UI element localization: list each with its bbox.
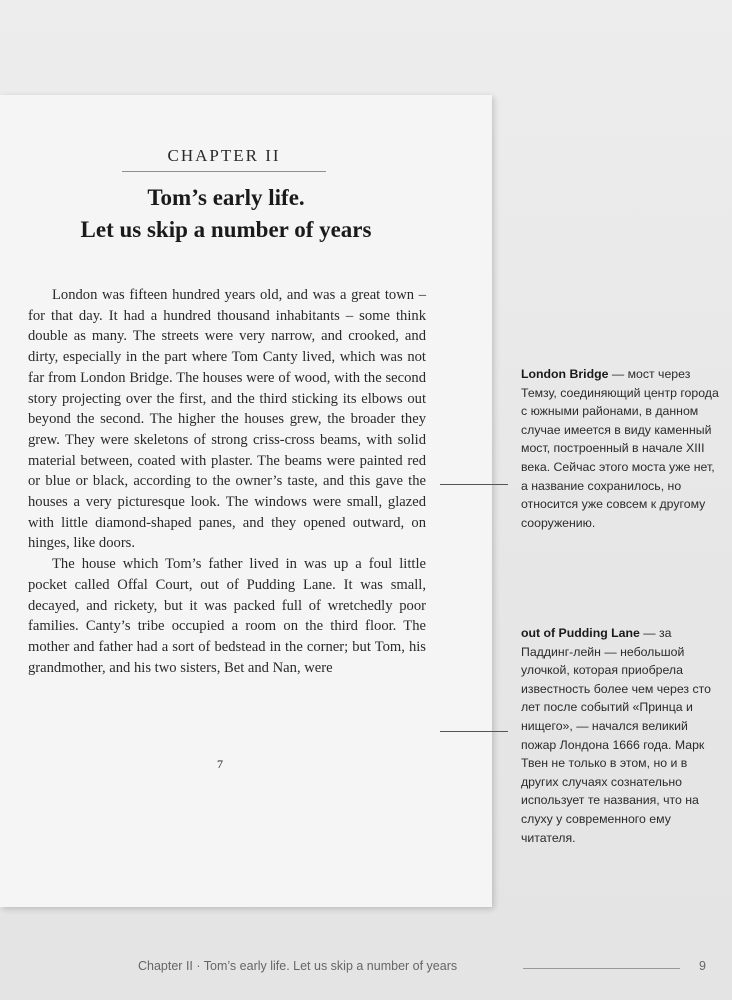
chapter-title-line-2: Let us skip a number of years — [80, 217, 372, 242]
chapter-divider — [122, 171, 326, 172]
note-term: London Bridge — [521, 367, 609, 381]
footer-page-number: 9 — [699, 959, 706, 973]
note-leader-line-2 — [440, 731, 508, 732]
note-text: — мост через Темзу, соединяющий центр города с южными районами, в данном случае имеется в виду каменный мост, построенный в начале XIII века. Сейчас этого моста уже нет, а название сохранилось, но относится уже совсем к другому сооружению. — [521, 367, 719, 530]
chapter-title-line-1: Tom’s early life. — [147, 185, 305, 210]
paragraph-2: The house which Tom’s father lived in was up a foul little pocket called Offal Court, out of Pudding Lane. It was small, decayed, and rickety, but it was packed full of wretchedly poor families. Canty’s tribe occupied a room on the third floor. The mother and father had a sort of bedstead in the corner; but Tom, his grandmother, and his two sisters, Bet and Nan, were — [28, 556, 426, 676]
note-term: out of Pudding Lane — [521, 626, 640, 640]
paragraph-1: London was fifteen hundred years old, and was a great town – for that day. It had a hundred thousand inhabitants – some think double as many. The streets were very narrow, and crooked, and dirty, especially in the part where Tom Canty lived, which was not far from London Bridge. The houses were of wood, with the second story projecting over the first, and the third sticking its elbows out beyond the second. The higher the houses grew, the broader they grew. They were skeletons of strong criss-cross beams, with solid material between, coated with plaster. The beams were painted red or blue or black, according to the owner’s taste, and this gave the houses a very picturesque look. The windows were small, glazed with little diamond-shaped panes, and they opened outward, on hinges, like doors. — [28, 287, 426, 552]
margin-note-london-bridge — [521, 365, 721, 532]
note-text: — за Паддинг-лейн — небольшой улочкой, которая приобрела известность более чем через сто лет после событий «Принца и нищего», — начался великий пожар Лондона 1666 года. Марк Твен не только в этом, но и в других случаях сознательно использует те названия, что на слуху у современного ему читателя. — [521, 626, 711, 845]
footer-rule — [523, 968, 680, 969]
chapter-label: CHAPTER II — [167, 146, 281, 165]
inner-page-number: 7 — [217, 757, 223, 771]
body-text — [28, 285, 426, 678]
margin-note-pudding-lane — [521, 624, 721, 847]
running-footer-title: Chapter II · Tom’s early life. Let us skip a number of years — [138, 959, 458, 973]
chapter-title — [40, 182, 412, 246]
note-leader-line-1 — [440, 484, 508, 485]
